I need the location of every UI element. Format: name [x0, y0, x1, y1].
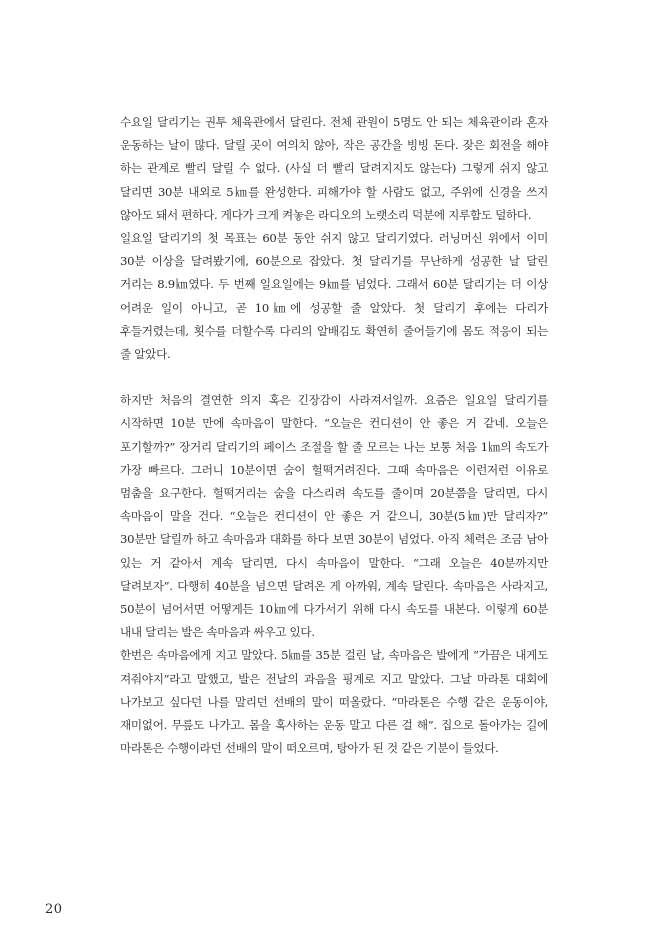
paragraph-losing-to-inner-voice: 한번은 속마음에게 지고 말았다. 5㎞를 35분 걸린 날, 속마음은 발에게 “가끔은 내게도 져줘야지”라고 말했고, 발은 전날의 과음을 핑계로 지고 말았다. 그날 마라톤 대회에 나가보고 싶다던 나를 말리던 선배의 말이 떠올랐다. “마라톤은 수행 같은 운동이야, 재미없어. 무릎도 나가고. 몸을 혹사하는 운동 말고 다른 걸 해”. 집으로 돌아가는 길에 마라톤은 수행이라던 선배의 말이 떠오르며, 탕아가 된 것 같은 기분이 들었다. [120, 648, 548, 756]
paragraph-wednesday-running: 수요일 달리기는 권투 체육관에서 달린다. 전체 관원이 5명도 안 되는 체육관이라 혼자 운동하는 날이 많다. 달릴 곳이 여의치 않아, 작은 공간을 빙빙 돈다. 잦은 회전을 해야 하는 관계로 빨리 달릴 수 없다. (사실 더 빨리 달려지지도 않는다) 그렇게 쉬지 않고 달리면 30분 내외로 5㎞를 완성한다. 피해가야 할 사람도 없고, 주위에 신경을 쓰지 않아도 돼서 편하다. 게다가 크게 켜놓은 라디오의 노랫소리 덕분에 지루함도 덜하다. [120, 115, 548, 222]
page-number: 20 [45, 902, 63, 917]
body-text [120, 111, 548, 760]
paragraph-sunday-running: 일요일 달리기의 첫 목표는 60분 동안 쉬지 않고 달리기였다. 러닝머신 위에서 이미 30분 이상을 달려봤기에, 60분으로 잡았다. 첫 달리기를 무난하게 성공한 날 달린 거리는 8.9㎞였다. 두 번째 일요일에는 9㎞를 넘었다. 그래서 60분 달리기는 더 이상 어려운 일이 아니고, 곧 10㎞에 성공할 줄 알았다. 첫 달리기 후에는 다리가 후들거렸는데, 횟수를 더할수록 다리의 알배김도 확연히 줄어들기에 몸도 적응이 되는 줄 알았다. [120, 231, 548, 362]
paragraph-gap [120, 366, 548, 389]
paragraph-inner-voice: 하지만 처음의 결연한 의지 혹은 긴장감이 사라져서일까. 요즘은 일요일 달리기를 시작하면 10분 만에 속마음이 말한다. “오늘은 컨디션이 안 좋은 거 같네. 오늘은 포기할까?” 장거리 달리기의 페이스 조절을 할 줄 모르는 나는 보통 처음 1㎞의 속도가 가장 빠르다. 그러니 10분이면 숨이 헐떡거려진다. 그때 속마음은 이런저런 이유로 멈춤을 요구한다. 헐떡거리는 숨을 다스리려 속도를 줄이며 20분쯤을 달리면, 다시 속마음이 말을 건다. “오늘은 컨디션이 안 좋은 거 같으니, 30분(5㎞)만 달리자?” 30분만 달릴까 하고 속마음과 대화를 하다 보면 30분이 넘었다. 아직 체력은 조금 남아 있는 거 같아서 계속 달리면, 다시 속마음이 말한다. “그래 오늘은 40분까지만 달려보자”. 다행히 40분을 넘으면 달려온 게 아까워, 계속 달린다. 속마음은 사라지고, 50분이 넘어서면 어떻게든 10㎞에 다가서기 위해 다시 속도를 내본다. 이렇게 60분 내내 달리는 발은 속마음과 싸우고 있다. [120, 393, 548, 640]
